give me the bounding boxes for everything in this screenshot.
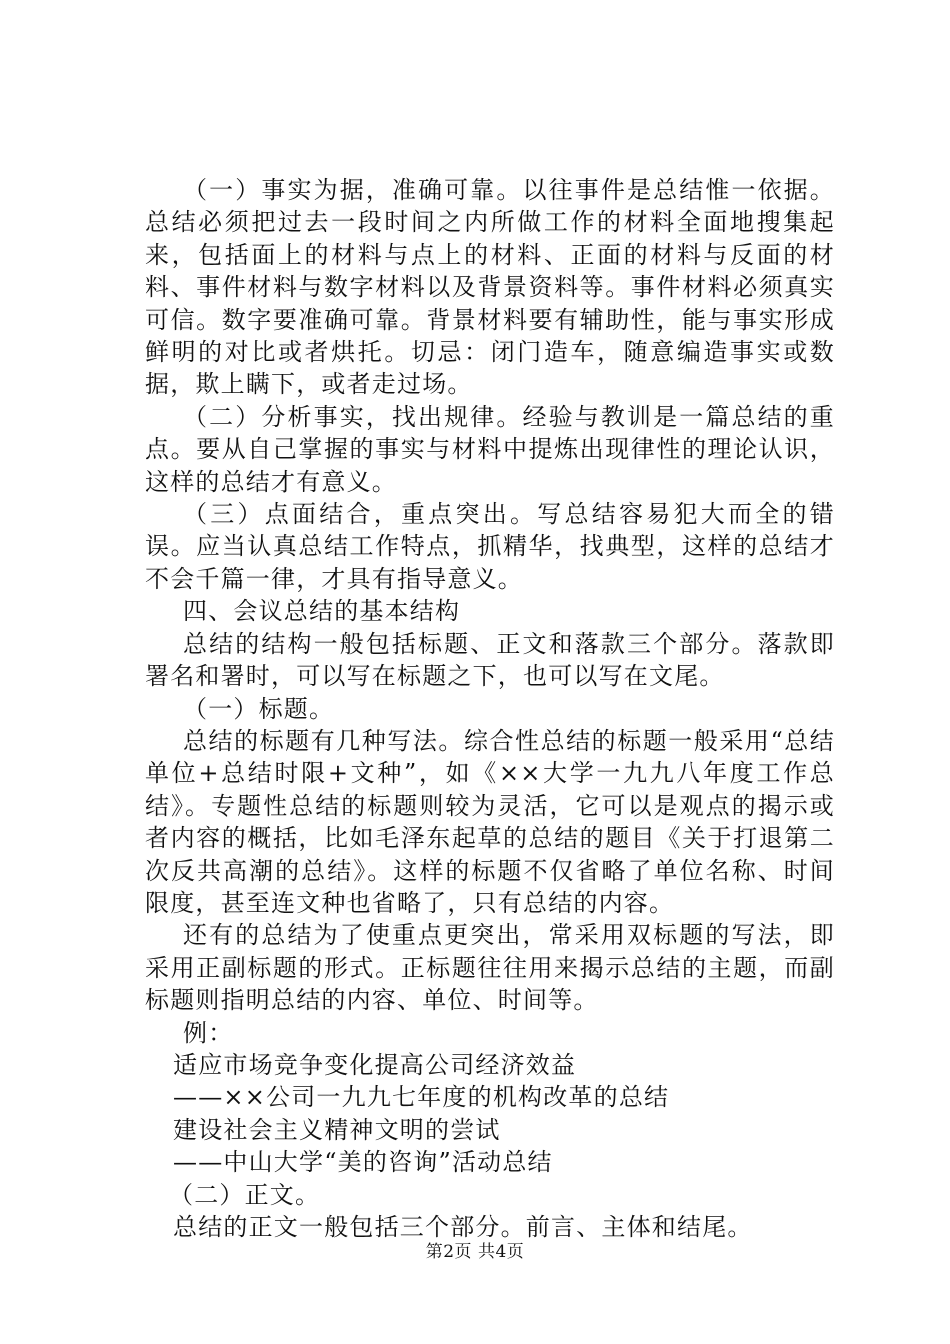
paragraph-analysis: （二）分析事实，找出规律。经验与教训是一篇总结的重点。要从自己掌握的事实与材料中提炼出现律性的理论认识，这样的总结才有意义。 [145,402,835,496]
example-main-title-2: 建设社会主义精神文明的尝试 [173,1115,501,1144]
paragraph-title-methods: 总结的标题有几种写法。综合性总结的标题一般采用“总结单位+总结时限+文种”，如《××大学一九九八年度工作总结》。专题性总结的标题则较为灵活，它可以是观点的揭示或者内容的概括，比如毛泽东起草的总结的题目《关于打退第二次反共高潮的总结》。这样的标题不仅省略了单位名称、时间限度，甚至连文种也省略了，只有总结的内容。 [145,726,835,917]
paragraph-structure: 总结的结构一般包括标题、正文和落款三个部分。落款即署名和署时，可以写在标题之下，也可以写在文尾。 [145,629,835,691]
paragraph-focus: （三）点面结合，重点突出。写总结容易犯大而全的错误。应当认真总结工作特点，抓精华，找典型，这样的总结才不会千篇一律，才具有指导意义。 [145,500,835,593]
subheading-body: （二）正文。 [169,1180,321,1209]
example-subtitle-2: ——中山大学“美的咨询”活动总结 [173,1148,553,1177]
document-body [145,174,835,1243]
example-label: 例： [183,1018,234,1047]
example-subtitle-1: ——××公司一九九七年度的机构改革的总结 [173,1083,670,1112]
subheading-title: （一）标题。 [183,694,335,723]
paragraph-double-title: 还有的总结为了使重点更突出，常采用双标题的写法，即采用正副标题的形式。正标题往往用来揭示总结的主题，而副标题则指明总结的内容、单位、时间等。 [145,921,835,1015]
example-main-title-1: 适应市场竞争变化提高公司经济效益 [173,1050,577,1079]
paragraph-body-parts: 总结的正文一般包括三个部分。前言、主体和结尾。 [173,1213,753,1241]
paragraph-facts: （一）事实为据，准确可靠。以往事件是总结惟一依据。总结必须把过去一段时间之内所做工作的材料全面地搜集起来，包括面上的材料与点上的材料、正面的材料与反面的材料、事件材料与数字材料以及背景资料等。事件材料必须真实可信。数字要准确可靠。背景材料要有辅助性，能与事实形成鲜明的对比或者烘托。切忌：闭门造车，随意编造事实或数据，欺上瞒下，或者走过场。 [145,176,835,399]
section-heading-structure: 四、会议总结的基本结构 [183,597,461,626]
page-number-footer: 第2页 共4页 [425,1242,525,1262]
